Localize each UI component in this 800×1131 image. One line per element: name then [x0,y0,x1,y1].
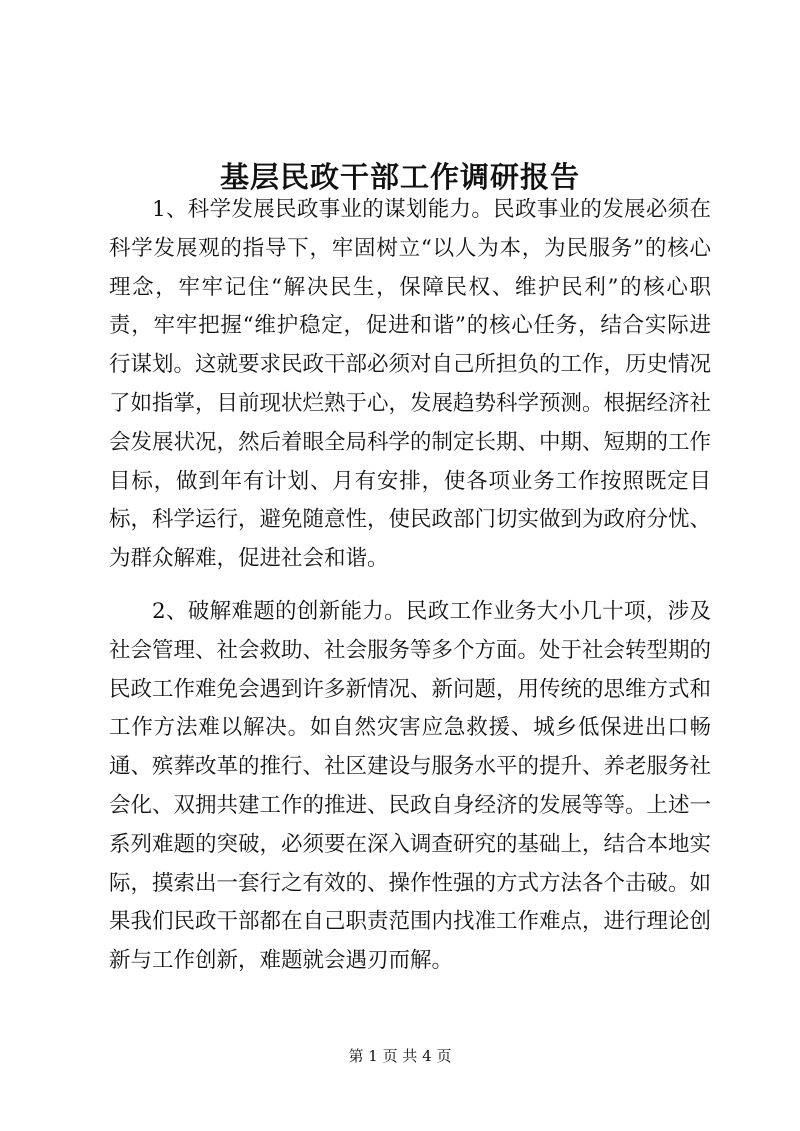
page-footer: 第 1 页 共 4 页 [348,1047,452,1065]
page-title: 基层民政干部工作调研报告 [219,160,580,195]
body-paragraph-1: 1、科学发展民政事业的谋划能力。民政事业的发展必须在科学发展观的指导下，牢固树立“以人为本，为民服务”的核心理念，牢牢记住“解决民生，保障民权、维护民利”的核心职责，牢牢把握“维护稳定，促进和谐”的核心任务，结合实际进行谋划。这就要求民政干部必须对自己所担负的工作，历史情况了如指掌，目前现状烂熟于心，发展趋势科学预测。根据经济社会发展状况，然后着眼全局科学的制定长期、中期、短期的工作目标，做到年有计划、月有安排，使各项业务工作按照既定目标，科学运行，避免随意性，使民政部门切实做到为政府分忧、为群众解难，促进社会和谐。 [109,197,712,572]
body-paragraph-2: 2、破解难题的创新能力。民政工作业务大小几十项，涉及社会管理、社会救助、社会服务等多个方面。处于社会转型期的民政工作难免会遇到许多新情况、新问题，用传统的思维方式和工作方法难以解决。如自然灾害应急救援、城乡低保进出口畅通、殡葬改革的推行、社区建设与服务水平的提升、养老服务社会化、双拥共建工作的推进、民政自身经济的发展等等。上述一系列难题的突破，必须要在深入调查研究的基础上，结合本地实际，摸索出一套行之有效的、操作性强的方式方法各个击破。如果我们民政干部都在自己职责范围内找准工作难点，进行理论创新与工作创新，难题就会遇刃而解。 [109,599,712,974]
